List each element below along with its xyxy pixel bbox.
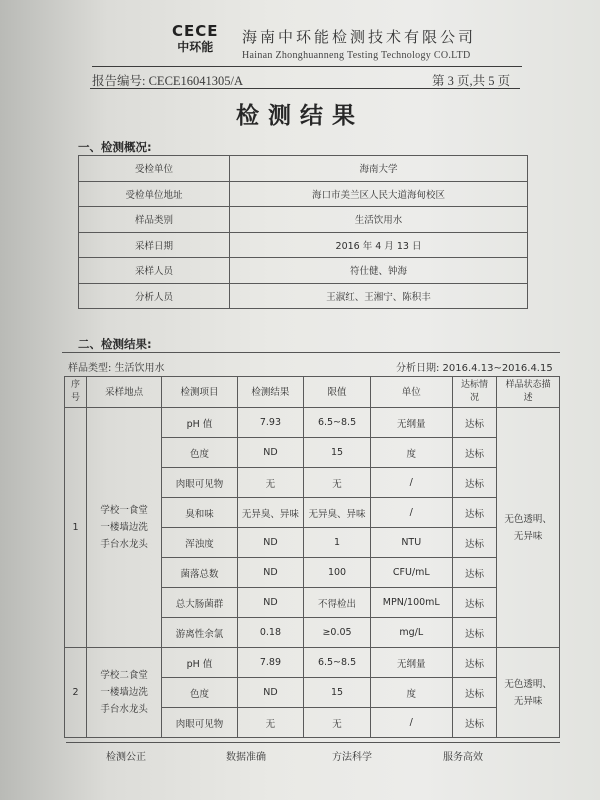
column-header: 单位	[370, 377, 452, 408]
cell-status: 达标	[452, 648, 497, 678]
cell-unit: CFU/mL	[370, 558, 452, 588]
logo-text-en: CECE	[172, 22, 219, 40]
overview-row	[79, 232, 528, 258]
results-table	[64, 376, 560, 738]
cell-result: ND	[237, 588, 304, 618]
cell-result: ND	[237, 528, 304, 558]
column-header: 采样地点	[87, 377, 162, 408]
overview-row	[79, 156, 528, 182]
cell-status: 达标	[452, 498, 497, 528]
cell-unit: NTU	[370, 528, 452, 558]
overview-row	[79, 207, 528, 233]
cell-unit: 度	[370, 438, 452, 468]
overview-row	[79, 181, 528, 207]
cell-result: 无异臭、异味	[237, 498, 304, 528]
sampling-site	[87, 408, 162, 648]
cell-limit: 无	[304, 468, 371, 498]
cell-unit: mg/L	[370, 618, 452, 648]
cell-unit: MPN/100mL	[370, 588, 452, 618]
report-number: 报告编号: CECE16041305/A	[92, 74, 244, 88]
cell-item: pH 值	[162, 408, 237, 438]
cell-status: 达标	[452, 468, 497, 498]
cell-result: 7.89	[237, 648, 304, 678]
cell-item: pH 值	[162, 648, 237, 678]
cell-limit: 100	[304, 558, 371, 588]
cell-status: 达标	[452, 618, 497, 648]
sampling-site	[87, 648, 162, 738]
cell-item: 浑浊度	[162, 528, 237, 558]
cell-item: 色度	[162, 438, 237, 468]
report-rule	[90, 88, 520, 89]
cell-item: 菌落总数	[162, 558, 237, 588]
results-header-row	[65, 377, 560, 408]
overview-value: 生活饮用水	[230, 207, 528, 233]
cell-result: ND	[237, 558, 304, 588]
logo-text-cn: 中环能	[177, 40, 214, 54]
cell-limit: 15	[304, 678, 371, 708]
cell-result: ND	[237, 438, 304, 468]
cell-item: 色度	[162, 678, 237, 708]
cell-item: 肉眼可见物	[162, 468, 237, 498]
cell-limit: 无异臭、异味	[304, 498, 371, 528]
sample-state	[497, 648, 560, 738]
header-rule	[92, 66, 522, 67]
cell-result: 无	[237, 708, 304, 738]
sampling-site-line: 手台水龙头	[100, 704, 148, 715]
cell-unit: 无纲量	[370, 648, 452, 678]
company-header	[242, 26, 476, 61]
sampling-site-line: 手台水龙头	[100, 539, 148, 550]
cell-status: 达标	[452, 678, 497, 708]
page-info: 第 3 页,共 5 页	[432, 74, 511, 88]
overview-label: 样品类别	[79, 207, 230, 233]
cell-unit: 度	[370, 678, 452, 708]
cell-status: 达标	[452, 588, 497, 618]
overview-label: 采样人员	[79, 258, 230, 284]
sampling-site-line: 学校一食堂	[100, 505, 148, 516]
column-header: 序号	[65, 377, 87, 408]
cell-unit: /	[370, 468, 452, 498]
cell-limit: 1	[304, 528, 371, 558]
footer-slogan-3: 方法科学	[332, 752, 372, 763]
column-header: 检测项目	[162, 377, 237, 408]
company-name-cn: 海南中环能检测技术有限公司	[242, 28, 477, 46]
overview-label: 受检单位	[79, 156, 230, 182]
overview-row	[79, 258, 528, 284]
footer-slogan-2: 数据准确	[226, 752, 266, 763]
cell-unit: /	[370, 498, 452, 528]
cell-item: 肉眼可见物	[162, 708, 237, 738]
overview-row	[79, 283, 528, 309]
sampling-site-line: 一楼墙边洗	[100, 522, 148, 533]
overview-value: 符仕健、钟海	[230, 258, 528, 284]
overview-label: 采样日期	[79, 232, 230, 258]
column-header: 样品状态描述	[497, 377, 560, 408]
overview-label: 受检单位地址	[79, 181, 230, 207]
cell-limit: 15	[304, 438, 371, 468]
sample-state-line: 无异味	[513, 530, 543, 542]
sampling-site-line: 一楼墙边洗	[100, 687, 148, 698]
column-header: 达标情况	[452, 377, 497, 408]
overview-value: 海南大学	[230, 156, 528, 182]
sample-state-line: 无色透明、	[504, 513, 552, 525]
row-number: 1	[65, 408, 87, 648]
footer-slogan-1: 检测公正	[106, 752, 146, 763]
cell-result: 0.18	[237, 618, 304, 648]
footer-slogan-4: 服务高效	[443, 752, 483, 763]
page-title: 检测结果	[236, 102, 364, 129]
column-header: 检测结果	[237, 377, 304, 408]
table-row	[65, 408, 560, 438]
overview-table	[78, 155, 528, 309]
cell-status: 达标	[452, 438, 497, 468]
row-number: 2	[65, 648, 87, 738]
sample-state-line: 无异味	[513, 695, 543, 707]
cell-status: 达标	[452, 408, 497, 438]
cell-unit: /	[370, 708, 452, 738]
analysis-date: 分析日期: 2016.4.13~2016.4.15	[396, 363, 553, 374]
overview-heading: 一、检测概况:	[78, 140, 152, 154]
overview-value: 王淑红、王湘宁、陈积丰	[230, 283, 528, 309]
cell-result: 无	[237, 468, 304, 498]
cell-item: 臭和味	[162, 498, 237, 528]
sample-type: 样品类型: 生活饮用水	[68, 363, 165, 374]
cell-status: 达标	[452, 528, 497, 558]
footer-rule	[66, 742, 560, 743]
column-header: 限值	[304, 377, 371, 408]
cell-limit: 6.5~8.5	[304, 408, 371, 438]
cell-limit: 6.5~8.5	[304, 648, 371, 678]
table-row	[65, 648, 560, 678]
results-top-rule	[62, 352, 560, 353]
sampling-site-line: 学校二食堂	[100, 670, 148, 681]
company-logo	[172, 22, 219, 55]
cell-unit: 无纲量	[370, 408, 452, 438]
sample-state-line: 无色透明、	[504, 678, 552, 690]
cell-status: 达标	[452, 558, 497, 588]
cell-limit: 无	[304, 708, 371, 738]
cell-item: 游离性余氯	[162, 618, 237, 648]
company-name-en: Hainan Zhonghuanneng Testing Technology CO.LTD	[242, 50, 471, 61]
overview-value: 海口市美兰区人民大道海甸校区	[230, 181, 528, 207]
cell-result: 7.93	[237, 408, 304, 438]
cell-status: 达标	[452, 708, 497, 738]
results-heading: 二、检测结果:	[78, 337, 152, 351]
sample-state	[497, 408, 560, 648]
cell-limit: ≥0.05	[304, 618, 371, 648]
cell-limit: 不得检出	[304, 588, 371, 618]
overview-value: 2016 年 4 月 13 日	[230, 232, 528, 258]
overview-label: 分析人员	[79, 283, 230, 309]
cell-result: ND	[237, 678, 304, 708]
cell-item: 总大肠菌群	[162, 588, 237, 618]
